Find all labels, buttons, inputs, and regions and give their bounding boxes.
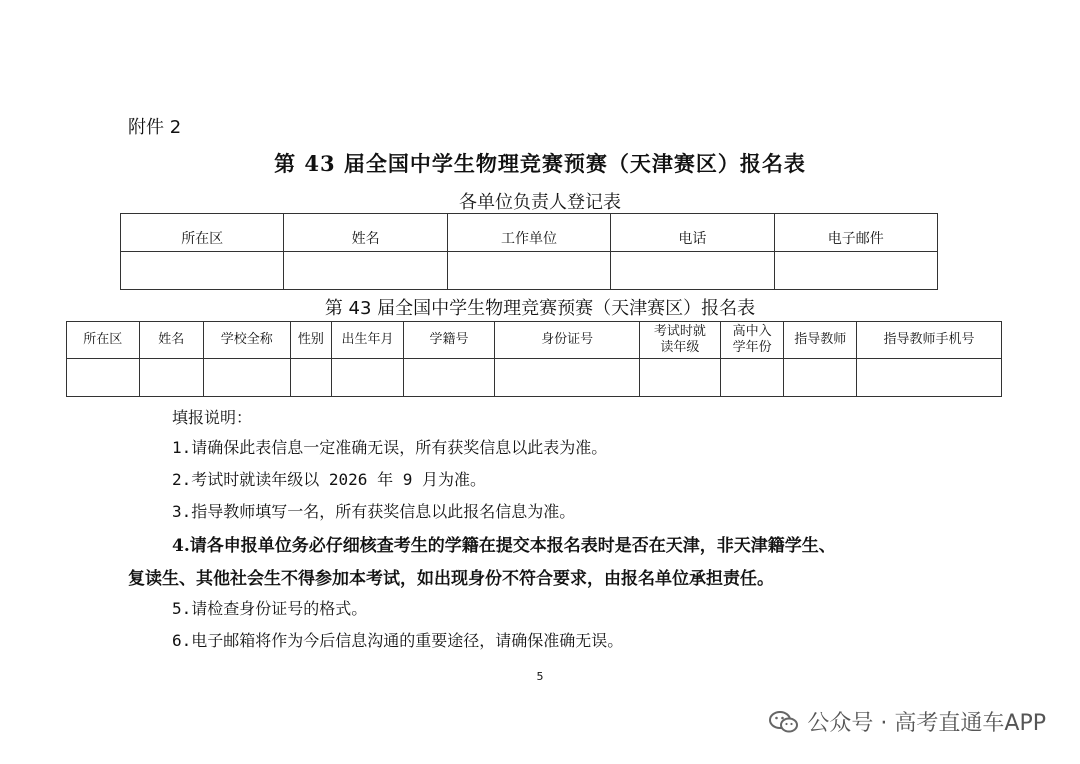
table-header-cell: 所在区: [121, 214, 284, 252]
instructions-heading: 填报说明：: [172, 408, 253, 427]
watermark: [769, 706, 1046, 737]
instruction-item: 3.指导教师填写一名，所有获奖信息以此报名信息为准。: [172, 502, 576, 521]
table-header-cell: 指导教师手机号: [856, 322, 1001, 359]
table-header-cell: 考试时就读年级: [640, 322, 721, 359]
table-header-cell: 性别: [290, 322, 332, 359]
wechat-icon: [769, 710, 799, 734]
page-number: 5: [536, 670, 544, 683]
table-header-cell: 姓名: [139, 322, 204, 359]
instruction-item: 4.请各申报单位务必仔细核查考生的学籍在提交本报名表时是否在天津，非天津籍学生、: [172, 536, 836, 556]
instruction-item: 5.请检查身份证号的格式。: [172, 599, 368, 618]
table-header-cell: 电话: [611, 214, 774, 252]
main-title: 第 43 届全国中学生物理竞赛预赛（天津赛区）报名表: [274, 151, 806, 176]
instruction-item: 6.电子邮箱将作为今后信息沟通的重要途径，请确保准确无误。: [172, 631, 624, 650]
table-header-cell: 指导教师: [784, 322, 857, 359]
table-header-cell: 姓名: [284, 214, 447, 252]
table-header-cell: 工作单位: [447, 214, 610, 252]
table-header-cell: 电子邮件: [774, 214, 937, 252]
instruction-item: 1.请确保此表信息一定准确无误，所有获奖信息以此表为准。: [172, 438, 608, 457]
watermark-text: 公众号 · 高考直通车APP: [807, 711, 1046, 736]
table1-title: 各单位负责人登记表: [459, 192, 621, 213]
table-header-cell: 所在区: [67, 322, 140, 359]
instruction-item: 2.考试时就读年级以 2026 年 9 月为准。: [172, 470, 486, 489]
table2-title: 第 43 届全国中学生物理竞赛预赛（天津赛区）报名表: [324, 298, 756, 319]
table-header-cell: 学校全称: [204, 322, 290, 359]
table-header-cell: 出生年月: [332, 322, 404, 359]
instruction-item: 复读生、其他社会生不得参加本考试，如出现身份不符合要求，由报名单位承担责任。: [128, 569, 774, 589]
attachment-label: 附件 2: [128, 117, 182, 138]
table-header-cell: 高中入学年份: [720, 322, 784, 359]
table-header-cell: 学籍号: [403, 322, 494, 359]
table-header-cell: 身份证号: [495, 322, 640, 359]
